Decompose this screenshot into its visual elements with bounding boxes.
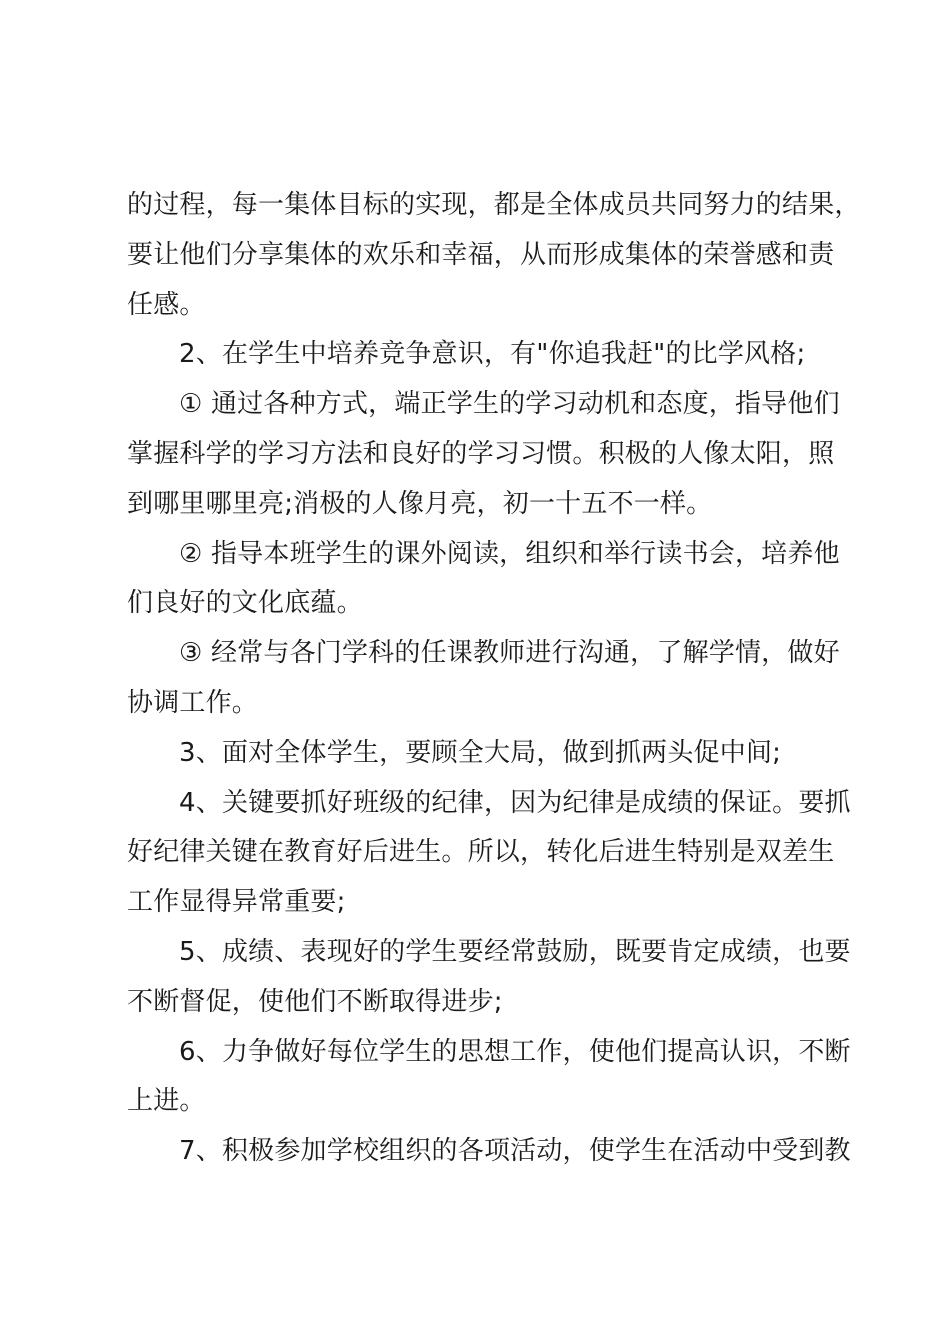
text-line: 任感。 (127, 289, 206, 320)
text-line: 不断督促，使他们不断取得进步; (127, 986, 503, 1017)
text-line: 到哪里哪里亮;消极的人像月亮，初一十五不一样。 (127, 488, 713, 519)
text-line: 要让他们分享集体的欢乐和幸福，从而形成集体的荣誉感和责 (127, 239, 835, 270)
text-line: 好纪律关键在教育好后进生。所以，转化后进生特别是双差生 (127, 837, 835, 868)
text-line: 掌握科学的学习方法和良好的学习习惯。积极的人像太阳，照 (127, 438, 835, 469)
text-line: 2、在学生中培养竞争意识，有"你追我赶"的比学风格; (179, 339, 806, 370)
text-line: ③ 经常与各门学科的任课教师进行沟通，了解学情，做好 (179, 638, 840, 669)
text-line: 协调工作。 (127, 687, 259, 718)
text-line: ① 通过各种方式，端正学生的学习动机和态度，指导他们 (179, 389, 840, 420)
text-line: 7、积极参加学校组织的各项活动，使学生在活动中受到教 (179, 1136, 851, 1167)
text-line: 4、关键要抓好班级的纪律，因为纪律是成绩的保证。要抓 (179, 787, 851, 818)
text-line: 3、面对全体学生，要顾全大局，做到抓两头促中间; (179, 737, 782, 768)
text-line: 5、成绩、表现好的学生要经常鼓励，既要肯定成绩，也要 (179, 936, 851, 967)
text-line: 工作显得异常重要; (127, 887, 346, 918)
text-line: 6、力争做好每位学生的思想工作，使他们提高认识，不断 (179, 1036, 851, 1067)
document-body (127, 181, 861, 1177)
text-line: 的过程，每一集体目标的实现，都是全体成员共同努力的结果， (127, 190, 861, 220)
text-line: 们良好的文化底蕴。 (127, 588, 363, 619)
text-line: ② 指导本班学生的课外阅读，组织和举行读书会，培养他 (179, 538, 840, 569)
text-line: 上进。 (127, 1086, 206, 1117)
